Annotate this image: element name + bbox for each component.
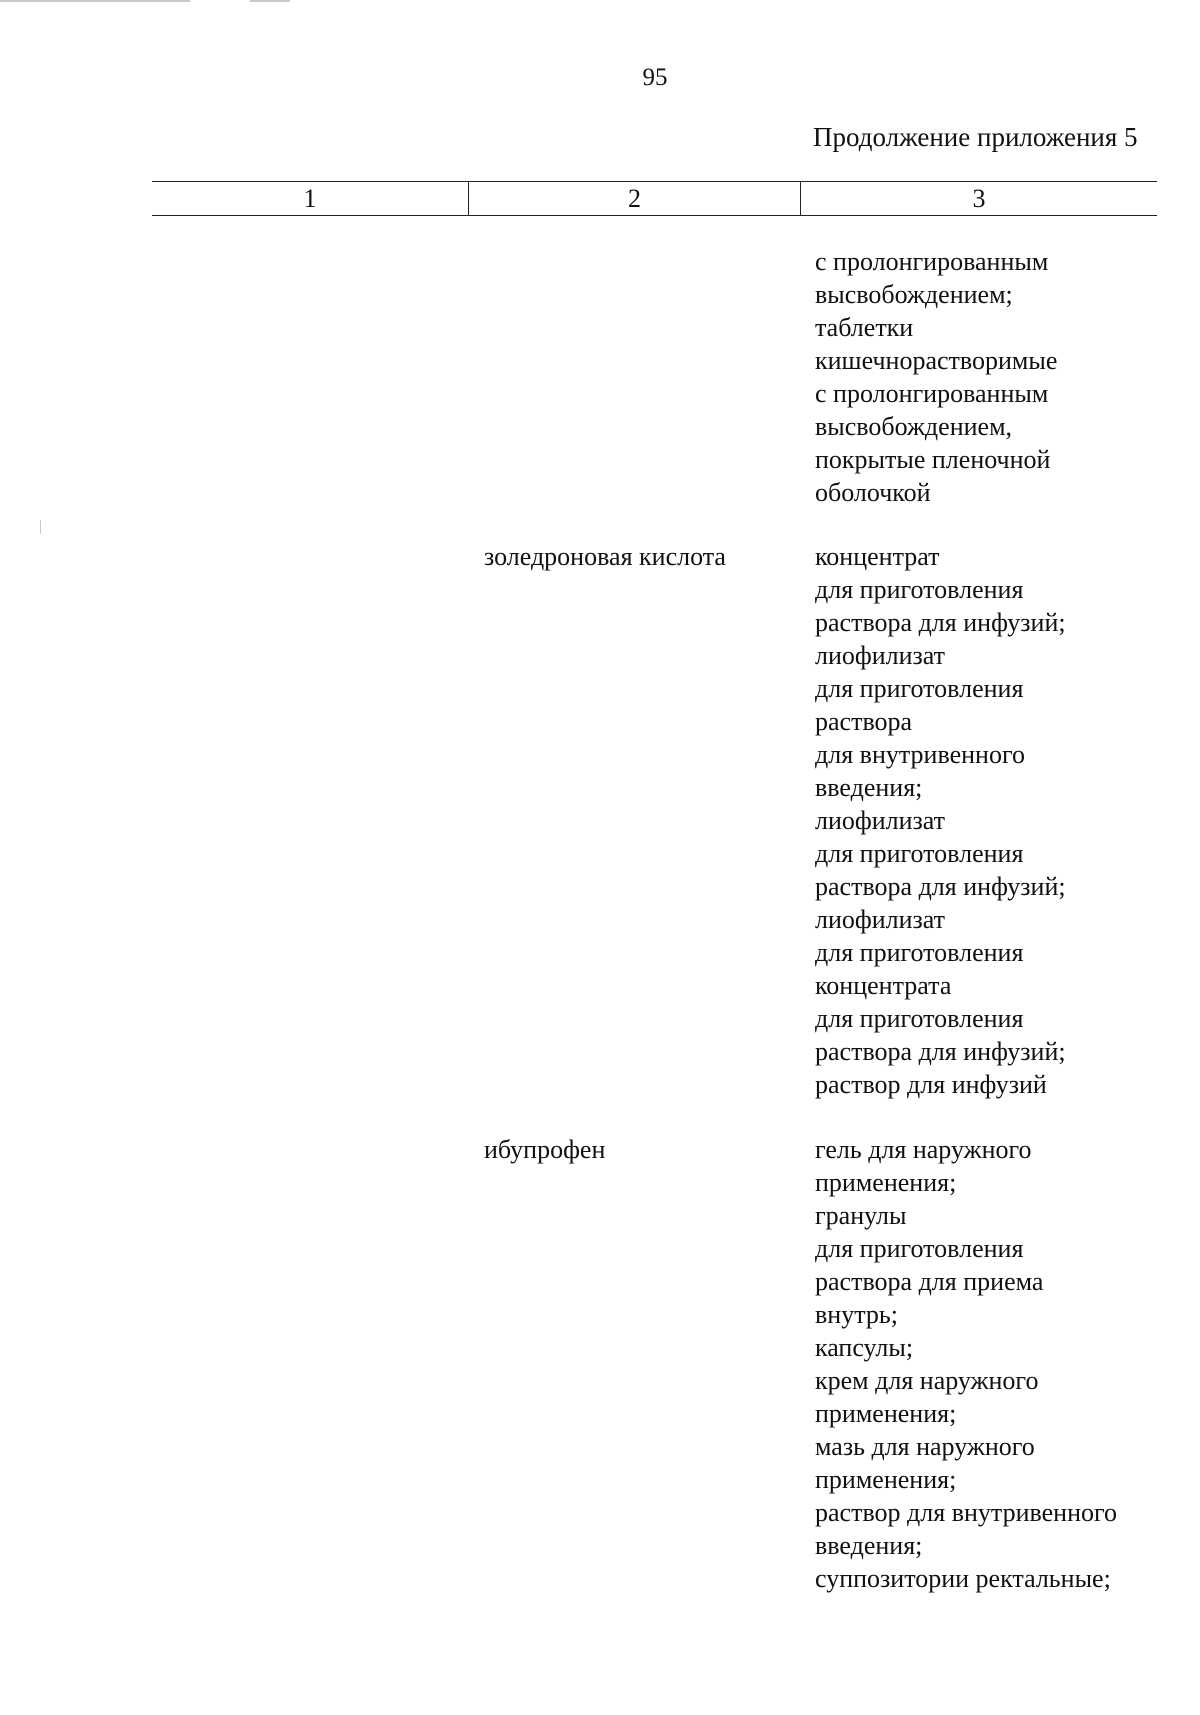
dosage-form-line: раствора для инфузий; (815, 608, 1066, 637)
dosage-form-line: крем для наружного (815, 1366, 1039, 1395)
dosage-form-line: покрытые пленочной (815, 445, 1051, 474)
dosage-forms-list (815, 245, 1057, 509)
drug-name: золедроновая кислота (484, 542, 726, 571)
dosage-form-line: раствора для приема (815, 1267, 1044, 1296)
dosage-forms-list (815, 540, 1066, 1101)
dosage-form-line: с пролонгированным (815, 247, 1049, 276)
dosage-form-line: для приготовления (815, 1234, 1024, 1263)
dosage-form-line: применения; (815, 1399, 957, 1428)
dosage-form-line: таблетки (815, 313, 914, 342)
dosage-form-line: для приготовления (815, 1004, 1024, 1033)
dosage-form-line: кишечнорастворимые (815, 346, 1058, 375)
scan-mark-top-right (250, 0, 290, 2)
scan-mark-left (40, 520, 41, 534)
dosage-form-line: раствор для внутривенного (815, 1498, 1117, 1527)
table-header-column-2: 2 (469, 182, 801, 215)
dosage-form-line: для приготовления (815, 839, 1024, 868)
dosage-form-line: раствора для инфузий; (815, 872, 1066, 901)
table-header-column-3: 3 (972, 183, 986, 213)
dosage-form-line: с пролонгированным (815, 379, 1049, 408)
dosage-form-line: для приготовления (815, 938, 1024, 967)
dosage-form-line: высвобождением; (815, 280, 1013, 309)
dosage-form-line: лиофилизат (815, 806, 946, 835)
dosage-form-line: суппозитории ректальные; (815, 1564, 1111, 1593)
dosage-form-line: лиофилизат (815, 641, 946, 670)
dosage-form-line: гель для наружного (815, 1135, 1032, 1164)
dosage-form-line: введения; (815, 1531, 923, 1560)
dosage-form-line: для внутривенного (815, 740, 1025, 769)
dosage-form-line: оболочкой (815, 478, 931, 507)
dosage-form-line: раствора (815, 707, 913, 736)
table-header-column-1: 1 (152, 182, 469, 215)
dosage-form-line: концентрата (815, 971, 952, 1000)
appendix-continuation-label: Продолжение приложения 5 (813, 122, 1138, 152)
dosage-forms-list (815, 1133, 1117, 1595)
dosage-form-line: гранулы (815, 1201, 907, 1230)
dosage-form-line: раствора для инфузий; (815, 1037, 1066, 1066)
dosage-form-line: мазь для наружного (815, 1432, 1035, 1461)
dosage-form-line: для приготовления (815, 674, 1024, 703)
table-header (152, 181, 1157, 216)
dosage-form-line: раствор для инфузий (815, 1070, 1047, 1099)
dosage-form-line: для приготовления (815, 575, 1024, 604)
dosage-form-line: внутрь; (815, 1300, 898, 1329)
dosage-form-line: капсулы; (815, 1333, 914, 1362)
dosage-form-line: высвобождением, (815, 412, 1013, 441)
page-number: 95 (642, 64, 668, 91)
dosage-form-line: лиофилизат (815, 905, 946, 934)
dosage-form-line: применения; (815, 1168, 957, 1197)
dosage-form-line: применения; (815, 1465, 957, 1494)
dosage-form-line: введения; (815, 773, 923, 802)
drug-name: ибупрофен (484, 1135, 606, 1164)
scan-mark-top (0, 0, 190, 2)
dosage-form-line: концентрат (815, 542, 940, 571)
